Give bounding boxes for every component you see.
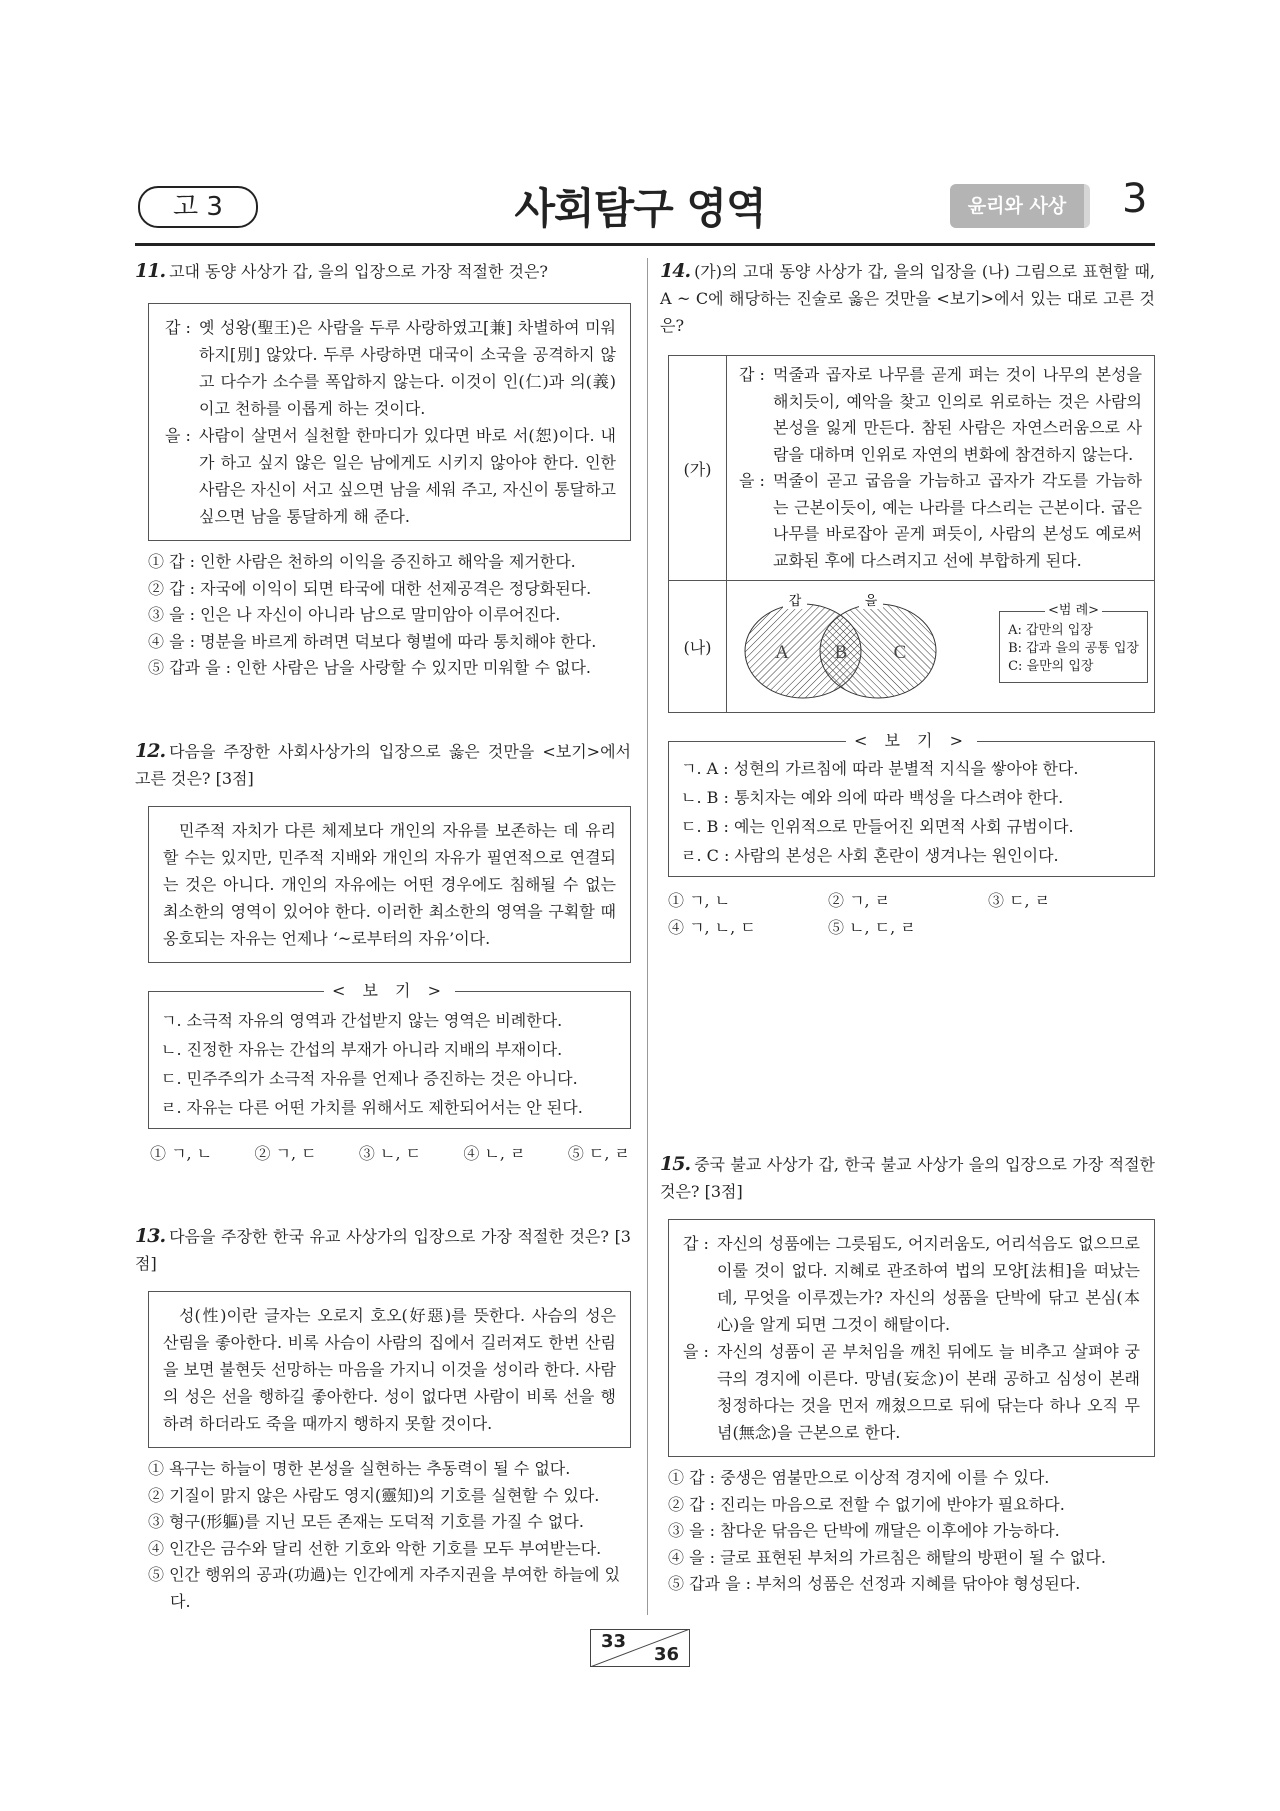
bogi-item: ㄱ. A : 성현의 가르침에 따라 분별적 지식을 쌓아야 한다. xyxy=(681,759,1079,778)
option-5[interactable]: ⑤ ㄷ, ㄹ xyxy=(567,1143,630,1163)
option-4[interactable]: ④ ㄱ, ㄴ, ㄷ xyxy=(668,918,756,937)
speaker-label: 갑 : xyxy=(683,1234,709,1253)
speaker-label: 갑 : xyxy=(165,318,191,337)
option-5[interactable]: ⑤ ㄴ, ㄷ, ㄹ xyxy=(828,918,916,937)
speaker-eul xyxy=(165,422,616,530)
speaker-gap xyxy=(683,1230,1140,1338)
speaker-text: 먹줄이 곧고 굽음을 가늠하고 곱자가 각도를 가늠하는 근본이듯이, 예는 나라를 다스리는 근본이다. 굽은 나무를 바로잡아 곧게 펴듯이, 사람의 본성도 예로써 교화된 후에 다스려지고 선에 부합하게 된다. xyxy=(773,471,1142,570)
speaker-text: 자신의 성품에는 그릇됨도, 어지러움도, 어리석음도 없으므로 이룰 것이 없다. 지혜로 관조하여 법의 모양[法相]을 떠났는데, 무엇을 이루겠는가? 자신의 성품을 단박에 닦고 본심(本心)을 알게 되면 그것이 해탈이다. xyxy=(717,1234,1140,1334)
page-number-box xyxy=(590,1629,690,1667)
speaker-text: 옛 성왕(聖王)은 사람을 두루 사랑하였고[兼] 차별하여 미워하지[別] 않았다. 두루 사랑하면 대국이 소국을 공격하지 않고 다수가 소수를 폭압하지 않는다. 이것이 인(仁)과 의(義)이고 천하를 이롭게 하는 것이다. xyxy=(199,318,616,418)
bogi-item: ㄷ. B : 예는 인위적으로 만들어진 외면적 사회 규범이다. xyxy=(681,817,1074,836)
row-label-na: (나) xyxy=(669,581,727,713)
grade-badge: 고 3 xyxy=(138,186,258,228)
option-1[interactable]: ① ㄱ, ㄴ xyxy=(150,1143,213,1163)
option-3[interactable]: ③ ㄷ, ㄹ xyxy=(988,891,1051,910)
speaker-text: 먹줄과 곱자로 나무를 곧게 펴는 것이 나무의 본성을 해치듯이, 예악을 찾고 인의로 위로하는 것은 사람의 본성을 잃게 만든다. 참된 사람은 자연스러움으로 사람을 대하며 인위로 자연의 변화에 참견하지 않는다. xyxy=(773,365,1142,464)
speaker-gap xyxy=(165,314,616,422)
bogi-item: ㄹ. C : 사람의 본성은 사회 혼란이 생겨나는 원인이다. xyxy=(681,846,1059,865)
right-column xyxy=(660,258,1155,1615)
speaker-gap xyxy=(739,362,1142,468)
speaker-eul xyxy=(739,468,1142,574)
region-b: B xyxy=(834,642,848,663)
option-1[interactable]: ① 욕구는 하늘이 명한 본성을 실현하는 추동력이 될 수 없다. xyxy=(148,1459,571,1478)
option-5[interactable]: ⑤ 갑과 을 : 부처의 성품은 선정과 지혜를 닦아야 형성된다. xyxy=(668,1574,1081,1593)
bogi-item: ㄴ. 진정한 자유는 간섭의 부재가 아니라 지배의 부재이다. xyxy=(161,1039,563,1059)
bogi-item: ㄱ. 소극적 자유의 영역과 간섭받지 않는 영역은 비례한다. xyxy=(161,1010,563,1030)
option-2[interactable]: ② 기질이 맑지 않은 사람도 영지(靈知)의 기호를 실현할 수 있다. xyxy=(148,1485,600,1505)
legend-item: B: 갑과 을의 공통 입장 xyxy=(1008,640,1139,656)
question-number: 14. xyxy=(660,260,691,282)
row-label-ga: (가) xyxy=(669,356,727,581)
content-columns xyxy=(135,0,1155,1615)
venn-label-eul: 을 xyxy=(864,594,878,609)
bogi-title: < 보 기 > xyxy=(324,981,455,1000)
footer xyxy=(0,1615,1280,1707)
total-pages: 36 xyxy=(653,1644,679,1665)
header-page-number: 3 xyxy=(1122,176,1148,222)
bogi-item: ㄷ. 민주주의가 소극적 자유를 언제나 증진하는 것은 아니다. xyxy=(161,1068,578,1088)
region-a: A xyxy=(775,642,789,663)
speaker-label: 을 : xyxy=(165,426,191,445)
region-c: C xyxy=(893,642,907,663)
speaker-label: 을 : xyxy=(739,471,765,490)
option-4[interactable]: ④ 을 : 글로 표현된 부처의 가르침은 해탈의 방편이 될 수 없다. xyxy=(668,1547,1106,1567)
q14-passage xyxy=(727,356,1155,581)
q15-passage-box xyxy=(668,1219,1155,1457)
option-3[interactable]: ③ 을 : 참다운 닦음은 단박에 깨달은 이후에야 가능하다. xyxy=(668,1521,1060,1540)
question-number: 12. xyxy=(135,739,166,762)
option-3[interactable]: ③ ㄴ, ㄷ xyxy=(358,1143,422,1163)
question-12 xyxy=(135,738,631,792)
q11-passage-box xyxy=(148,303,631,541)
speaker-text: 사람이 살면서 실천할 한마디가 있다면 바로 서(恕)이다. 내가 하고 싶지 않은 일은 남에게도 시키지 않아야 한다. 인한 사람은 자신이 서고 싶으면 남을 세워 주고, 자신이 통달하고 싶으면 남을 통달하게 해 준다. xyxy=(199,426,616,526)
current-page: 33 xyxy=(601,1631,627,1652)
q13-options xyxy=(148,1456,631,1615)
legend-item: C: 을만의 입장 xyxy=(1008,658,1094,674)
venn-legend xyxy=(999,602,1148,683)
q14-bogi-box xyxy=(668,731,1155,877)
left-column xyxy=(135,258,635,1615)
question-number: 15. xyxy=(660,1153,691,1175)
question-11 xyxy=(135,258,631,285)
question-text: 고대 동양 사상가 갑, 을의 입장으로 가장 적절한 것은? xyxy=(169,262,548,281)
q14-options xyxy=(668,887,1155,941)
q14-diagram-cell xyxy=(727,581,1155,713)
option-4[interactable]: ④ ㄴ, ㄹ xyxy=(463,1143,526,1163)
question-number: 11. xyxy=(135,260,166,282)
speaker-label: 갑 : xyxy=(739,365,765,384)
option-1[interactable]: ① ㄱ, ㄴ xyxy=(668,891,731,910)
option-5[interactable]: ⑤ 인간 행위의 공과(功過)는 인간에게 자주지권을 부여한 하늘에 있다. xyxy=(148,1565,621,1611)
legend-title: <범 례> xyxy=(1045,603,1102,618)
bogi-item: ㄴ. B : 통치자는 예와 의에 따라 백성을 다스려야 한다. xyxy=(681,788,1064,807)
option-3[interactable]: ③ 을 : 인은 나 자신이 아니라 남으로 말미암아 이루어진다. xyxy=(148,605,561,624)
option-2[interactable]: ② ㄱ, ㄹ xyxy=(828,891,891,910)
q12-bogi-box xyxy=(148,980,631,1129)
q13-passage-box: 성(性)이란 글자는 오로지 호오(好惡)를 뜻한다. 사슴의 성은 산림을 좋아한다. 비록 사슴이 사람의 집에서 길러져도 한번 산림을 보면 불현듯 선망하는 마음을 가지니 이것을 성이라 한다. 사람의 성은 선을 행하길 좋아한다. 성이 없다면 사람이 비록 선을 행하려 하더라도 죽을 때까지 행하지 못할 것이다. xyxy=(148,1291,631,1448)
q11-options xyxy=(148,549,631,682)
question-text: 다음을 주장한 사회사상가의 입장으로 옳은 것만을 <보기>에서 고른 것은? [3점] xyxy=(135,741,631,788)
subject-badge: 윤리와 사상 xyxy=(950,184,1090,228)
option-2[interactable]: ② 갑 : 진리는 마음으로 전할 수 없기에 반야가 필요하다. xyxy=(668,1494,1065,1514)
speaker-label: 을 : xyxy=(683,1342,709,1361)
option-1[interactable]: ① 갑 : 인한 사람은 천하의 이익을 증진하고 해악을 제거한다. xyxy=(148,552,576,571)
bogi-item: ㄹ. 자유는 다른 어떤 가치를 위해서도 제한되어서는 안 된다. xyxy=(161,1097,583,1117)
speaker-eul xyxy=(683,1338,1140,1446)
column-divider xyxy=(647,258,648,1615)
option-1[interactable]: ① 갑 : 중생은 염불만으로 이상적 경지에 이를 수 있다. xyxy=(668,1468,1050,1487)
option-4[interactable]: ④ 인간은 금수와 달리 선한 기호와 악한 기호를 모두 부여받는다. xyxy=(148,1538,602,1558)
q12-passage-box: 민주적 자치가 다른 체제보다 개인의 자유를 보존하는 데 유리할 수는 있지만, 민주적 지배와 개인의 자유가 필연적으로 연결되는 것은 아니다. 개인의 자유에는 어떤 경우에도 침해될 수 없는 최소한의 영역이 있어야 한다. 이러한 최소한의 영역을 구획할 때 옹호되는 자유는 언제나 ‘~로부터의 자유’이다. xyxy=(148,806,631,963)
question-text: (가)의 고대 동양 사상가 갑, 을의 입장을 (나) 그림으로 표현할 때, A ~ C에 해당하는 진술로 옳은 것만을 <보기>에서 있는 대로 고른 것은? xyxy=(660,262,1155,335)
question-15 xyxy=(660,1151,1155,1205)
option-4[interactable]: ④ 을 : 명분을 바르게 하려면 덕보다 형벌에 따라 통치해야 한다. xyxy=(148,631,597,651)
option-2[interactable]: ② 갑 : 자국에 이익이 되면 타국에 대한 선제공격은 정당화된다. xyxy=(148,578,592,598)
question-text: 다음을 주장한 한국 유교 사상가의 입장으로 가장 적절한 것은? [3점] xyxy=(135,1227,631,1273)
q12-options xyxy=(150,1141,630,1168)
venn-label-gap: 갑 xyxy=(788,594,802,609)
speaker-text: 자신의 성품이 곧 부처임을 깨친 뒤에도 늘 비추고 살펴야 궁극의 경지에 이른다. 망념(妄念)이 본래 공하고 심성이 본래 청정하다는 것을 먼저 깨쳤으므로 뒤에 닦는다 하나 오직 무념(無念)을 근본으로 한다. xyxy=(717,1342,1140,1442)
question-13 xyxy=(135,1223,631,1277)
question-number: 13. xyxy=(135,1225,166,1247)
option-5[interactable]: ⑤ 갑과 을 : 인한 사람은 남을 사랑할 수 있지만 미워할 수 없다. xyxy=(148,658,591,677)
option-2[interactable]: ② ㄱ, ㄷ xyxy=(254,1143,317,1163)
option-3[interactable]: ③ 형구(形軀)를 지닌 모든 존재는 도덕적 기호를 가질 수 없다. xyxy=(148,1512,584,1531)
venn-diagram xyxy=(737,589,947,704)
legend-item: A: 갑만의 입장 xyxy=(1008,622,1093,638)
page-title: 사회탐구 영역 xyxy=(514,184,766,233)
q14-table xyxy=(668,355,1155,713)
q15-options xyxy=(668,1465,1155,1598)
question-14 xyxy=(660,258,1155,339)
question-text: 중국 불교 사상가 갑, 한국 불교 사상가 을의 입장으로 가장 적절한 것은? [3점] xyxy=(660,1155,1155,1201)
bogi-title: < 보 기 > xyxy=(846,731,977,750)
